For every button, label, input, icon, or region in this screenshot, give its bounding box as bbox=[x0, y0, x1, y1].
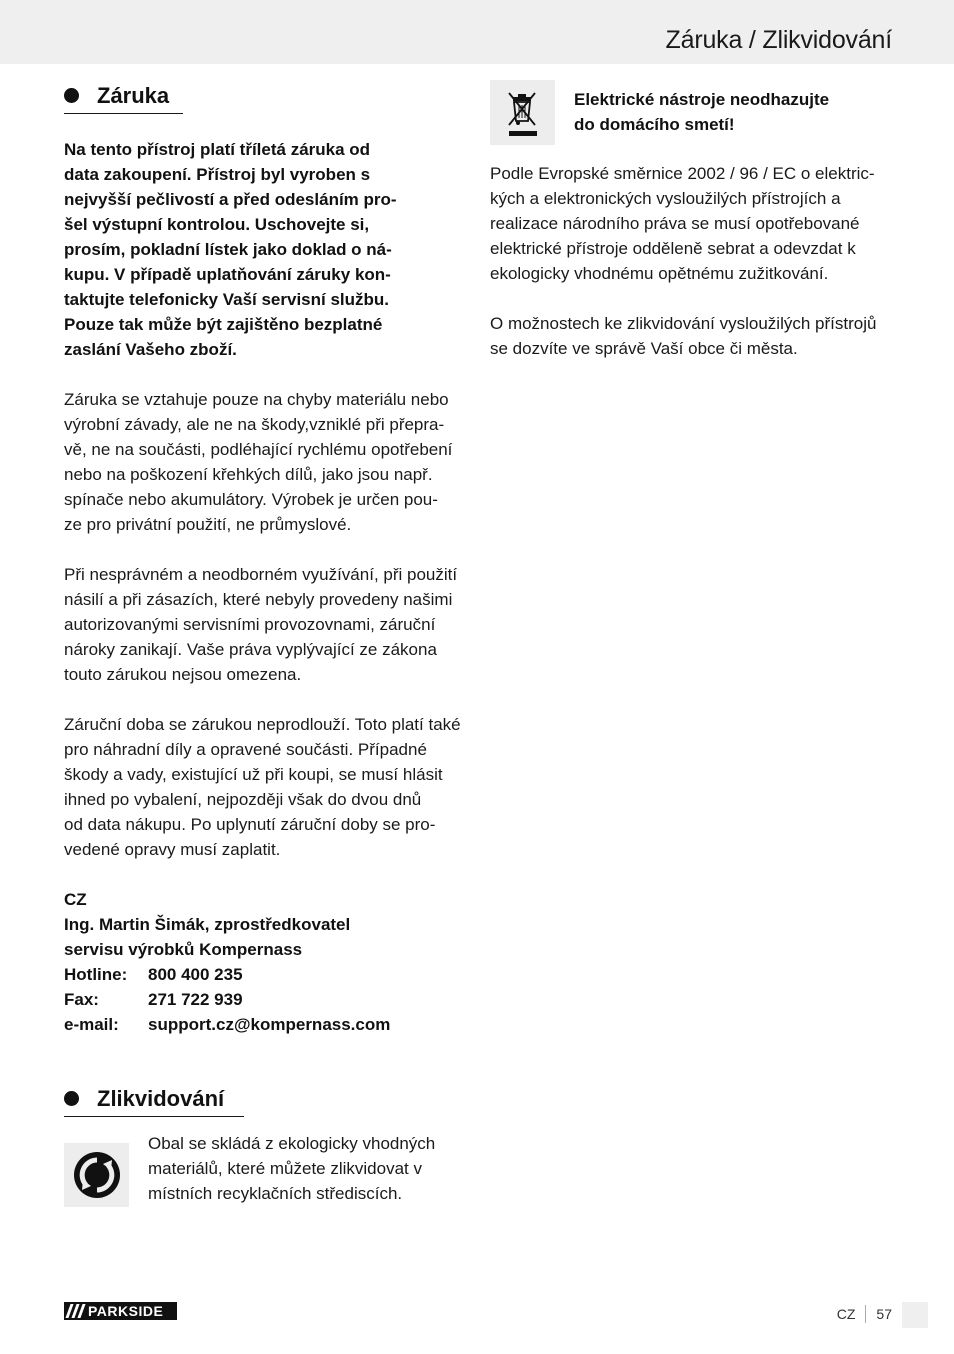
packaging-block bbox=[64, 1131, 464, 1207]
bullet-icon bbox=[64, 1091, 79, 1106]
right-column bbox=[490, 80, 894, 361]
warranty-paragraph-misuse: Při nesprávném a neodborném využívání, při použití násilí a při zásazích, které nebyly provedeny našimi autorizovanými servisními provozovnami, záruční nároky zanikají. Vaše práva vyplývající ze zákona touto zárukou nejsou omezena. bbox=[64, 565, 458, 684]
hotline-number: 800 400 235 bbox=[148, 965, 243, 984]
warranty-heading-text: Záruka bbox=[97, 82, 170, 108]
contact-name: Ing. Martin Šimák, zprostředkovatel bbox=[64, 915, 351, 934]
page-number: 57 bbox=[876, 1306, 892, 1322]
bullet-icon bbox=[64, 88, 79, 103]
weee-block bbox=[490, 80, 894, 145]
weee-paragraph-directive: Podle Evropské směrnice 2002 / 96 / EC o elektric- kých a elektronických vysloužilých přístrojích a realizace národního práva se musí opotřebované elektrické přístroje odděleně sebrat a odevzdat k ekologicky vhodnému opětnému zužitkování. bbox=[490, 164, 875, 283]
warranty-heading bbox=[64, 80, 183, 114]
email-address: support.cz@kompernass.com bbox=[148, 1015, 391, 1034]
contact-email: e-mail: support.cz@kompernass.com bbox=[64, 1012, 464, 1037]
warranty-paragraph-period: Záruční doba se zárukou neprodlouží. Toto platí také pro náhradní díly a opravené součásti. Případné škody a vady, existující už při koupi, se musí hlásit ihned po vybalení, nejpozději však do dvou dnů od data nákupu. Po uplynutí záruční doby se pro- vedené opravy musí zaplatit. bbox=[64, 715, 461, 859]
fax-number: 271 722 939 bbox=[148, 990, 243, 1009]
disposal-heading bbox=[64, 1083, 244, 1117]
crossed-out-wheelie-bin-icon bbox=[490, 80, 555, 145]
contact-fax: Fax: 271 722 939 bbox=[64, 987, 464, 1012]
contact-hotline: Hotline: 800 400 235 bbox=[64, 962, 464, 987]
footer-tab bbox=[902, 1302, 928, 1328]
logo-stripes-icon bbox=[64, 1302, 86, 1320]
footer-language: CZ bbox=[836, 1306, 856, 1322]
footer-separator bbox=[865, 1305, 866, 1323]
packaging-text: Obal se skládá z ekologicky vhodných materiálů, které můžete zlikvidovat v místních recyklačních střediscích. bbox=[148, 1134, 436, 1203]
contact-country: CZ bbox=[64, 890, 87, 909]
contact-name-cont: servisu výrobků Kompernass bbox=[64, 940, 303, 959]
weee-heading: Elektrické nástroje neodhazujte do domácího smetí! bbox=[574, 90, 830, 134]
warranty-paragraph-scope: Záruka se vztahuje pouze na chyby materiálu nebo výrobní závady, ale ne na škody,vzniklé při přepra- vě, ne na součásti, podléhající rychlému opotřebení nebo na poškození křehkých dílů, jako jsou např. spínače nebo akumulátory. Výrobek je určen pou- ze pro privátní použití, ne průmyslové. bbox=[64, 390, 453, 534]
brand-name: PARKSIDE bbox=[88, 1303, 164, 1319]
green-dot-recycling-icon bbox=[64, 1143, 129, 1207]
weee-paragraph-options: O možnostech ke zlikvidování vysloužilých přístrojů se dozvíte ve správě Vaší obce či města. bbox=[490, 314, 877, 358]
page-title: Záruka / Zlikvidování bbox=[665, 26, 892, 54]
page-footer bbox=[837, 1305, 892, 1323]
disposal-heading-text: Zlikvidování bbox=[97, 1085, 225, 1111]
left-column bbox=[64, 80, 464, 1207]
parkside-logo bbox=[64, 1302, 177, 1320]
warranty-intro: Na tento přístroj platí tříletá záruka od data zakoupení. Přístroj byl vyroben s nejvyšší pečlivostí a před odesláním pro- šel výstupní kontrolou. Uschovejte si, prosím, pokladní lístek jako doklad o ná- kupu. V případě uplatňování záruky kon- taktujte telefonicky Vaší servisní službu. Pouze tak může být zajištěno bezplatné zaslání Vašeho zboží. bbox=[64, 140, 397, 359]
service-contact bbox=[64, 887, 464, 1037]
